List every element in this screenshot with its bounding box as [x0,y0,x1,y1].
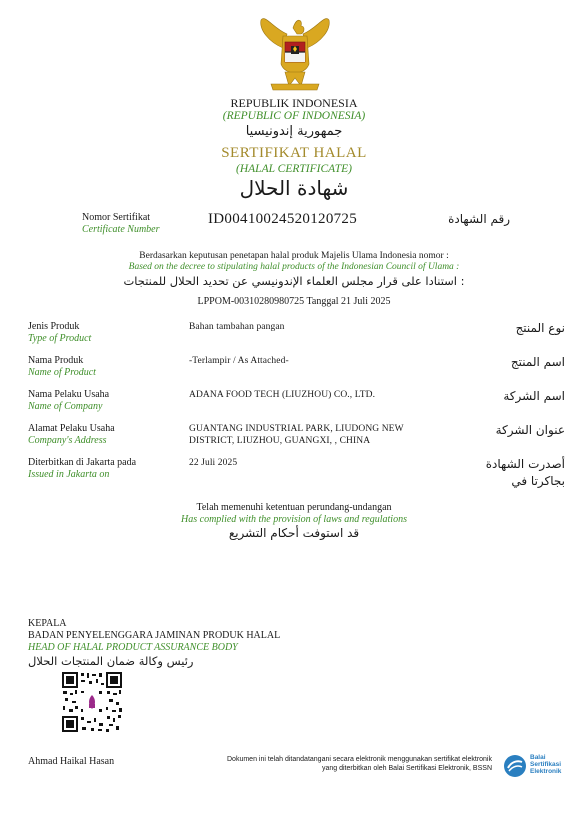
country-name-en: (REPUBLIC OF INDONESIA) [222,110,366,122]
field-label-ar: اسم الشركة [503,389,565,403]
field-value-line2: DISTRICT, LIUZHOU, GUANGXI, , CHINA [189,436,371,446]
field-value: -Terlampir / As Attached- [189,356,289,366]
field-label-en: Name of Company [28,401,103,412]
certificate-number: ID00410024520120725 [208,211,358,227]
field-label-en: Type of Product [28,333,92,344]
field-label-en: Issued in Jakarta on [28,469,110,480]
qr-code-icon [61,671,123,733]
field-value: 22 Juli 2025 [189,458,238,468]
field-value: GUANTANG INDUSTRIAL PARK, LIUDONG NEW [189,424,404,434]
basis-text-en: Based on the decree to stipulating halal products of the Indonesian Council of Ulama : [128,262,460,272]
signatory-title: KEPALA [28,618,67,629]
decree-number: LPPOM-00310280980725 Tanggal 21 Juli 2025 [197,296,391,307]
field-label-ar: أصدرت الشهادة [485,457,565,471]
field-label: Jenis Produk [28,321,80,332]
garuda-emblem-icon [257,14,333,94]
signatory-agency: BADAN PENYELENGGARA JAMINAN PRODUK HALAL [28,630,281,641]
bsre-logo-line3: Elektronik [530,768,562,775]
certificate-number-label-ar: رقم الشهادة [448,212,510,226]
electronic-signature-note-line2: yang diterbitkan oleh Balai Sertifikasi Elektronik, BSSN [321,765,492,772]
field-value: Bahan tambahan pangan [189,322,285,332]
compliance-text: Telah memenuhi ketentuan perundang-undangan [196,502,392,513]
field-label: Alamat Pelaku Usaha [28,423,115,434]
certificate-title-en: (HALAL CERTIFICATE) [236,163,352,175]
field-label-en: Company's Address [28,435,107,446]
field-label-en: Name of Product [28,367,96,378]
signatory-agency-ar: رئيس وكالة ضمان المنتجات الحلال [28,654,194,668]
certificate-title: SERTIFIKAT HALAL [221,145,367,161]
compliance-text-ar: قد استوفت أحكام التشريع [228,526,360,540]
field-label-ar: اسم المنتج [510,355,565,369]
basis-text: Berdasarkan keputusan penetapan halal produk Majelis Ulama Indonesia nomor : [139,251,449,261]
field-label-ar: عنوان الشركة [495,423,565,437]
signatory-name: Ahmad Haikal Hasan [28,756,115,767]
basis-text-ar: استنادا على قرار مجلس العلماء الإندونيسي عن تحديد الحلال للمنتجات : [123,274,465,288]
field-label: Diterbitkan di Jakarta pada [28,457,137,468]
certificate-title-ar: شهادة الحلال [239,176,349,200]
field-label-ar: نوع المنتج [515,321,565,335]
electronic-signature-note [180,755,492,773]
certificate-number-label-en: Certificate Number [82,224,160,235]
field-value: ADANA FOOD TECH (LIUZHOU) CO., LTD. [189,390,376,400]
field-label: Nama Pelaku Usaha [28,389,110,400]
field-label-ar-line2: بجاكرتا في [511,474,565,488]
bsre-logo-line2: Sertifikasi [530,761,562,768]
compliance-text-en: Has complied with the provision of laws and regulations [181,514,407,525]
signatory-agency-en: HEAD OF HALAL PRODUCT ASSURANCE BODY [28,642,238,653]
country-name: REPUBLIK INDONESIA [230,96,358,110]
certificate-number-label: Nomor Sertifikat [82,212,151,223]
country-name-ar: جمهورية إندونيسيا [245,124,343,139]
electronic-signature-note-line1: Dokumen ini telah ditandatangani secara elektronik menggunakan sertifikat elektronik [227,756,492,763]
field-label: Nama Produk [28,355,84,366]
bsre-logo-icon [503,754,527,778]
bsre-logo-line1: Balai [530,754,546,761]
